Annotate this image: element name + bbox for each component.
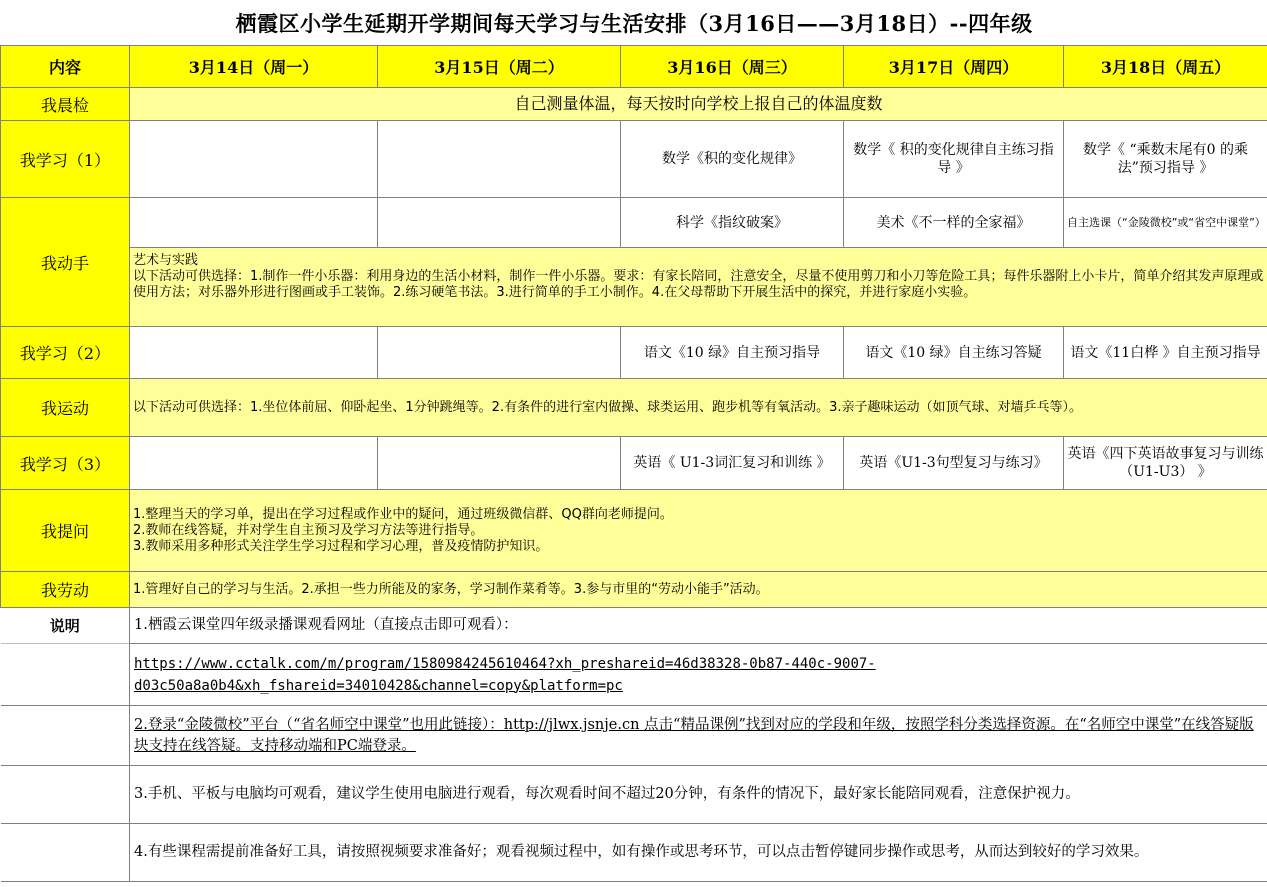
note-2[interactable]: 2.登录“金陵微校”平台（“省名师空中课堂”也用此链接）：http://jlwx.jsnje.cn 点击“精品课例”找到对应的学段和年级，按照学科分类选择资源。在“名师空中课堂”在线答疑版块支持在线答疑。支持移动端和PC端登录。 <box>130 706 1267 766</box>
note-1: 1.栖霞云课堂四年级录播课观看网址（直接点击即可观看）： <box>130 608 1267 644</box>
notes-spacer <box>1 824 130 882</box>
label-questions: 我提问 <box>1 490 130 572</box>
label-study3: 我学习（3） <box>1 437 130 490</box>
label-study2: 我学习（2） <box>1 327 130 379</box>
header-day-mon: 3月14日（周一） <box>130 46 378 88</box>
row-note-4 <box>1 824 1267 882</box>
header-day-wed: 3月16日（周三） <box>621 46 844 88</box>
title-row <box>1 0 1267 46</box>
study3-wed: 英语《 U1-3词汇复习和训练 》 <box>621 437 844 490</box>
hands-on-fri: 自主选课（“金陵微校”或“省空中课堂”） <box>1064 198 1267 248</box>
question-line: 1.整理当天的学习单，提出在学习过程或作业中的疑问，通过班级微信群、QQ群向老师提问。 <box>133 506 673 522</box>
notes-label: 说明 <box>49 617 80 635</box>
page-title: 栖霞区小学生延期开学期间每天学习与生活安排（3月16日——3月18日）--四年级 <box>235 10 1033 36</box>
hands-on-mon <box>130 198 378 248</box>
study3-mon <box>130 437 378 490</box>
header-content: 内容 <box>1 46 130 88</box>
row-study2 <box>1 327 1267 379</box>
note-3: 3.手机、平板与电脑均可观看，建议学生使用电脑进行观看，每次观看时间不超过20分钟，有条件的情况下，最好家长能陪同观看，注意保护视力。 <box>130 766 1267 824</box>
course-link[interactable]: https://www.cctalk.com/m/program/1580984245610464?xh_preshareid=46d38328-0b87-440c-9007- <box>134 655 876 672</box>
hands-on-thu: 美术《不一样的全家福》 <box>844 198 1064 248</box>
label-morning-check: 我晨检 <box>1 88 130 121</box>
hands-on-tue <box>378 198 621 248</box>
label-study1: 我学习（1） <box>1 121 130 198</box>
header-day-thu: 3月17日（周四） <box>844 46 1064 88</box>
question-line: 2.教师在线答疑，并对学生自主预习及学习方法等进行指导。 <box>133 522 484 538</box>
header-row <box>1 46 1267 88</box>
note-link-cell <box>130 644 1267 706</box>
study1-fri: 数学《 “乘数末尾有0 的乘法”预习指导 》 <box>1064 121 1267 198</box>
study3-tue <box>378 437 621 490</box>
labor-text: 1.管理好自己的学习与生活。2.承担一些力所能及的家务，学习制作菜肴等。3.参与市里的“劳动小能手”活动。 <box>130 572 1267 608</box>
art-practice-cell <box>130 248 1267 327</box>
label-hands-on: 我动手 <box>1 198 130 327</box>
row-hands-on <box>1 198 1267 248</box>
questions-cell <box>130 490 1267 572</box>
study1-thu: 数学《 积的变化规律自主练习指导 》 <box>844 121 1064 198</box>
notes-spacer <box>1 644 130 706</box>
study1-wed: 数学《积的变化规律》 <box>621 121 844 198</box>
study2-fri: 语文《11白桦 》自主预习指导 <box>1064 327 1267 379</box>
morning-check-text: 自己测量体温，每天按时向学校上报自己的体温度数 <box>130 88 1267 121</box>
label-labor: 我劳动 <box>1 572 130 608</box>
study2-wed: 语文《10 绿》自主预习指导 <box>621 327 844 379</box>
study3-thu: 英语《U1-3句型复习与练习》 <box>844 437 1064 490</box>
header-day-fri: 3月18日（周五） <box>1064 46 1267 88</box>
row-questions <box>1 490 1267 572</box>
row-note-3 <box>1 766 1267 824</box>
notes-spacer <box>1 706 130 766</box>
course-link-continued[interactable]: d03c50a8a0b4&xh_fshareid=34010428&channel=copy&platform=pc <box>134 677 623 694</box>
row-morning-check <box>1 88 1267 121</box>
study2-thu: 语文《10 绿》自主练习答疑 <box>844 327 1064 379</box>
row-note-2 <box>1 706 1267 766</box>
header-day-tue: 3月15日（周二） <box>378 46 621 88</box>
note-4: 4.有些课程需提前准备好工具，请按照视频要求准备好；观看视频过程中，如有操作或思考环节，可以点击暂停键同步操作或思考，从而达到较好的学习效果。 <box>130 824 1267 882</box>
row-art-practice <box>1 248 1267 327</box>
exercise-text: 以下活动可供选择：1.坐位体前屈、仰卧起坐、1分钟跳绳等。2.有条件的进行室内做操、球类运用、跑步机等有氧活动。3.亲子趣味运动（如顶气球、对墙乒乓等）。 <box>130 379 1267 437</box>
hands-on-wed: 科学《指纹破案》 <box>621 198 844 248</box>
study1-tue <box>378 121 621 198</box>
art-practice-text: 以下活动可供选择：1.制作一件小乐器：利用身边的生活小材料，制作一件小乐器。要求：有家长陪同，注意安全，尽量不使用剪刀和小刀等危险工具；每件乐器附上小卡片，简单介绍其发声原理或使用方法；对乐器外形进行图画或手工装饰。2.练习硬笔书法。3.进行简单的手工小制作。4.在父母帮助下开展生活中的探究，并进行家庭小实验。 <box>133 269 1264 300</box>
study3-fri: 英语《四下英语故事复习与训练（U1-U3） 》 <box>1064 437 1267 490</box>
row-note-1 <box>1 608 1267 644</box>
study1-mon <box>130 121 378 198</box>
study2-tue <box>378 327 621 379</box>
label-exercise: 我运动 <box>1 379 130 437</box>
row-labor <box>1 572 1267 608</box>
study2-mon <box>130 327 378 379</box>
row-study1 <box>1 121 1267 198</box>
row-study3 <box>1 437 1267 490</box>
question-line: 3.教师采用多种形式关注学生学习过程和学习心理，普及疫情防护知识。 <box>133 538 549 554</box>
notes-spacer <box>1 766 130 824</box>
row-note-link <box>1 644 1267 706</box>
row-exercise <box>1 379 1267 437</box>
art-practice-title: 艺术与实践 <box>133 253 199 268</box>
